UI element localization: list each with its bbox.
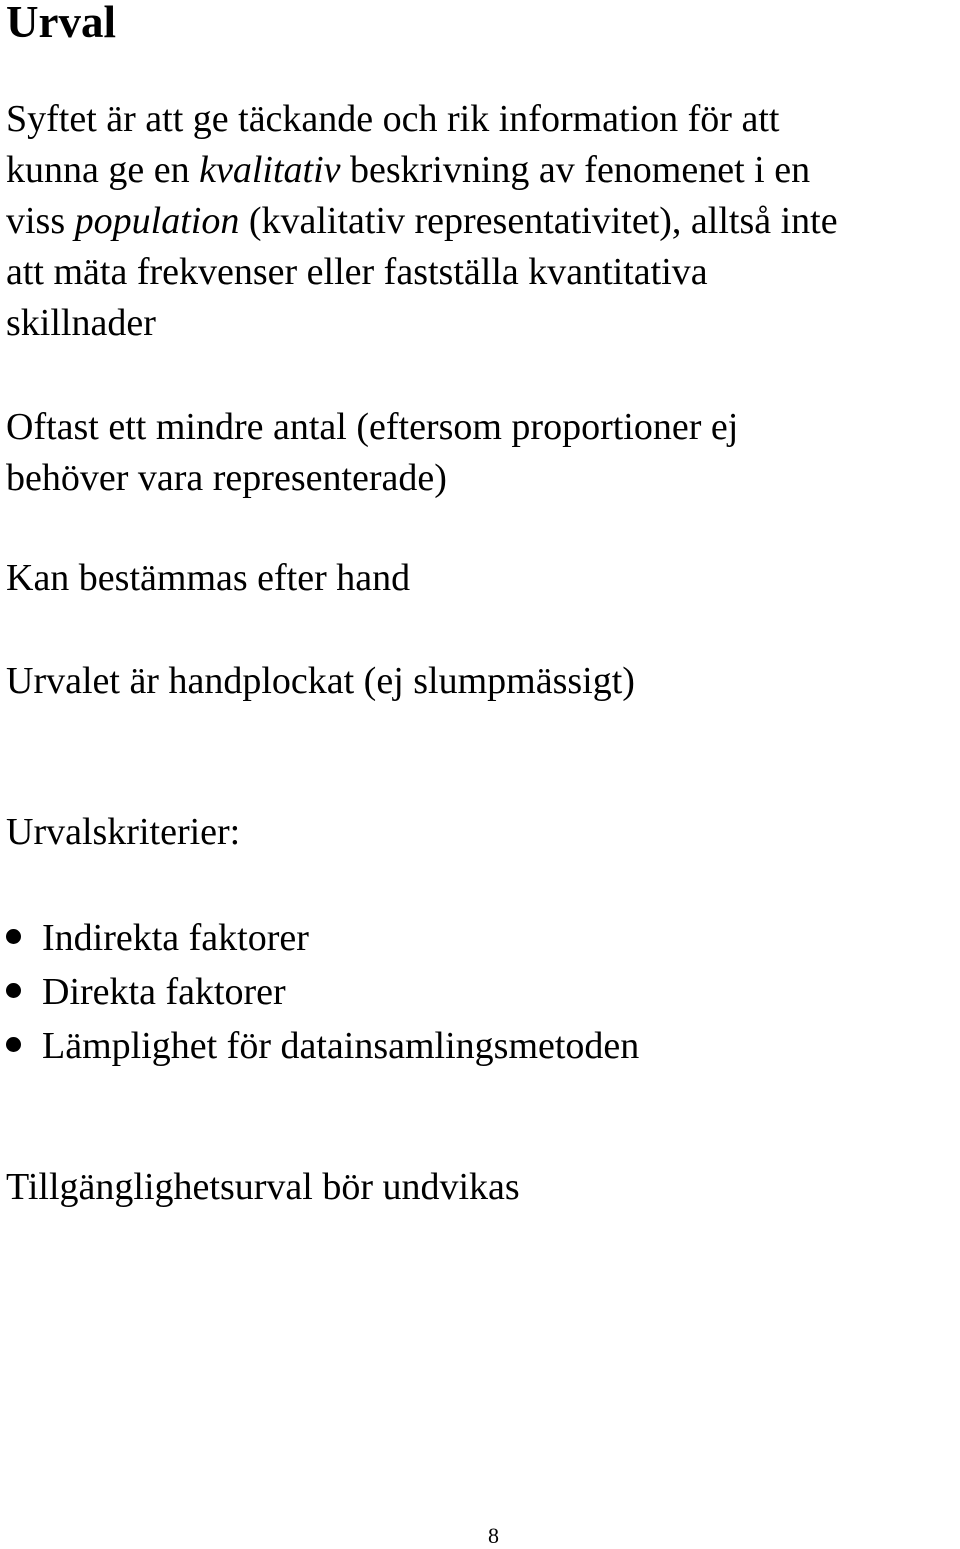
bullet-icon: [6, 983, 21, 998]
purpose-line-3-start: viss: [6, 200, 75, 242]
list-item: [6, 1019, 639, 1073]
purpose-line-1: Syftet är att ge täckande och rik information för att: [6, 98, 780, 140]
determined-later-paragraph: Kan bestämmas efter hand: [6, 557, 411, 599]
bullet-icon: [6, 1037, 21, 1052]
purpose-line-2-start: kunna ge en: [6, 149, 200, 191]
purpose-line-3-end: (kvalitativ representativitet), alltså inte: [239, 200, 838, 242]
purpose-line-3: [6, 196, 838, 247]
page-title: Urval: [6, 0, 116, 47]
emphasis-kvalitativ: kvalitativ: [199, 149, 341, 191]
criteria-heading: Urvalskriterier:: [6, 811, 241, 853]
handpicked-paragraph: Urvalet är handplockat (ej slumpmässigt): [6, 660, 635, 702]
list-item: [6, 911, 639, 965]
sample-size-line-2: behöver vara representerade): [6, 457, 447, 499]
criteria-item-label: Indirekta faktorer: [42, 917, 309, 959]
criteria-item-label: Lämplighet för datainsamlingsmetoden: [42, 1025, 640, 1067]
criteria-item-label: Direkta faktorer: [42, 971, 286, 1013]
purpose-line-2: [6, 145, 838, 196]
criteria-list: [6, 911, 639, 1073]
sample-size-paragraph: [6, 402, 738, 504]
purpose-line-5: skillnader: [6, 302, 156, 344]
purpose-line-2-end: beskrivning av fenomenet i en: [340, 149, 811, 191]
purpose-line-4: att mäta frekvenser eller fastställa kvantitativa: [6, 251, 708, 293]
emphasis-population: population: [74, 200, 240, 242]
sample-size-line-1: Oftast ett mindre antal (eftersom proportioner ej: [6, 406, 739, 448]
list-item: [6, 965, 639, 1019]
bullet-icon: [6, 929, 21, 944]
convenience-sampling-paragraph: Tillgänglighetsurval bör undvikas: [6, 1166, 520, 1208]
purpose-paragraph: [6, 94, 838, 349]
page-number: 8: [488, 1523, 499, 1548]
